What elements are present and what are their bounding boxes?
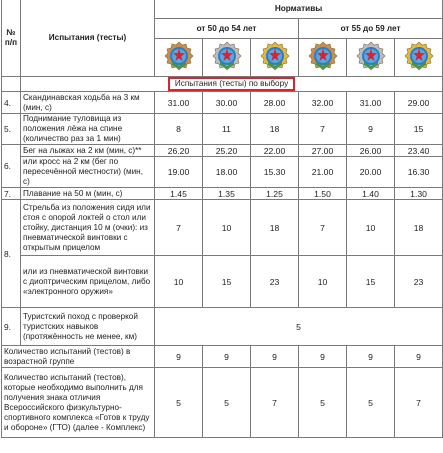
- row-description: Поднимание туловища из положения лёжа на спине (количество раз за 1 мин): [21, 114, 155, 145]
- row-description: Плавание на 50 м (мин, с): [21, 188, 155, 200]
- section-spacer-cell: [2, 77, 21, 92]
- norm-value: 10: [347, 200, 395, 256]
- table-row: [2, 200, 443, 256]
- norm-value: 15: [395, 114, 443, 145]
- norm-value: 11: [203, 114, 251, 145]
- row-description: Бег на лыжах на 2 км (мин, с)**: [21, 145, 155, 157]
- badge-cell: [203, 39, 251, 77]
- norm-value: 9: [251, 346, 299, 368]
- gto-norms-table: [1, 0, 443, 438]
- norm-value: 7: [251, 368, 299, 438]
- norm-value: 25.20: [203, 145, 251, 157]
- bronze-gto-badge-icon: [308, 41, 338, 74]
- badge-cell: [299, 39, 347, 77]
- header-tests: Испытания (тесты): [21, 0, 155, 77]
- norm-value: 15: [347, 256, 395, 308]
- row-number: 4.: [2, 92, 21, 114]
- row-description: Количество испытаний (тестов), которые необходимо выполнить для получения знака отличия Всероссийского физкультурно-спортивного комплекса «Готов к труду и обороне» (ГТО) (далее - Комплекс): [2, 368, 155, 438]
- table-row: [2, 346, 443, 368]
- norm-value: 26.00: [347, 145, 395, 157]
- norm-value: 18: [251, 114, 299, 145]
- norm-value: 7: [299, 200, 347, 256]
- table-row: [2, 188, 443, 200]
- norm-value: 18: [395, 200, 443, 256]
- badge-cell: [155, 39, 203, 77]
- row-description: или кросс на 2 км (бег по пересечённой местности) (мин, с): [21, 157, 155, 188]
- norm-value: 23: [251, 256, 299, 308]
- row-description: или из пневматической винтовки с диоптрическим прицелом, либо «электронного оружия»: [21, 256, 155, 308]
- norm-value: 9: [155, 346, 203, 368]
- badge-cell: [395, 39, 443, 77]
- row-number: 8.: [2, 200, 21, 308]
- norm-value: 7: [299, 114, 347, 145]
- norm-value: 9: [347, 346, 395, 368]
- norm-value: 21.00: [299, 157, 347, 188]
- norm-value: 19.00: [155, 157, 203, 188]
- norm-value: 1.35: [203, 188, 251, 200]
- norm-value: 9: [203, 346, 251, 368]
- merged-value: 5: [155, 308, 443, 346]
- norm-value: 20.00: [347, 157, 395, 188]
- norm-value: 5: [347, 368, 395, 438]
- table-row: [2, 308, 443, 346]
- row-number: 6.: [2, 145, 21, 188]
- norm-value: 8: [155, 114, 203, 145]
- header-age-group-50-54: от 50 до 54 лет: [155, 19, 299, 39]
- row-number: 5.: [2, 114, 21, 145]
- section-cell: [21, 77, 443, 92]
- row-description: Скандинавская ходьба на 3 км (мин, с): [21, 92, 155, 114]
- header-number-sign: №: [6, 27, 16, 37]
- row-description: Туристский поход с проверкой туристских навыков (протяжённость не менее, км): [21, 308, 155, 346]
- norm-value: 1.50: [299, 188, 347, 200]
- section-optional-tests-label: Испытания (тесты) по выбору: [168, 77, 295, 91]
- badge-cell: [347, 39, 395, 77]
- gold-gto-badge-icon: [404, 41, 434, 74]
- norm-value: 18: [251, 200, 299, 256]
- norm-value: 15.30: [251, 157, 299, 188]
- table-row: [2, 256, 443, 308]
- norm-value: 5: [155, 368, 203, 438]
- norm-value: 22.00: [251, 145, 299, 157]
- norm-value: 16.30: [395, 157, 443, 188]
- norm-value: 10: [155, 256, 203, 308]
- gold-gto-badge-icon: [260, 41, 290, 74]
- norm-value: 28.00: [251, 92, 299, 114]
- norm-value: 15: [203, 256, 251, 308]
- table-row: [2, 92, 443, 114]
- norm-value: 10: [203, 200, 251, 256]
- norm-value: 23.40: [395, 145, 443, 157]
- norm-value: 9: [299, 346, 347, 368]
- header-age-group-55-59: от 55 до 59 лет: [299, 19, 443, 39]
- bronze-gto-badge-icon: [164, 41, 194, 74]
- norm-value: 32.00: [299, 92, 347, 114]
- header-number: [2, 0, 21, 77]
- table-row: [2, 368, 443, 438]
- norm-value: 10: [299, 256, 347, 308]
- row-description: Количество испытаний (тестов) в возрастной группе: [2, 346, 155, 368]
- norm-value: 1.45: [155, 188, 203, 200]
- norm-value: 1.30: [395, 188, 443, 200]
- norm-value: 27.00: [299, 145, 347, 157]
- norm-value: 9: [347, 114, 395, 145]
- norm-value: 5: [299, 368, 347, 438]
- norm-value: 5: [203, 368, 251, 438]
- norm-value: 31.00: [155, 92, 203, 114]
- norm-value: 9: [395, 346, 443, 368]
- table-row: [2, 157, 443, 188]
- silver-gto-badge-icon: [356, 41, 386, 74]
- row-description: Стрельба из положения сидя или стоя с опорой локтей о стол или стойку, дистанция 10 м (очки): из пневматической винтовки с открытым прицелом: [21, 200, 155, 256]
- norm-value: 7: [395, 368, 443, 438]
- norm-value: 23: [395, 256, 443, 308]
- table-row: [2, 145, 443, 157]
- header-norms: Нормативы: [155, 0, 443, 19]
- norm-value: 1.40: [347, 188, 395, 200]
- table-row: [2, 114, 443, 145]
- norm-value: 30.00: [203, 92, 251, 114]
- norm-value: 18.00: [203, 157, 251, 188]
- norm-value: 26.20: [155, 145, 203, 157]
- row-number: 9.: [2, 308, 21, 346]
- norm-value: 29.00: [395, 92, 443, 114]
- badge-cell: [251, 39, 299, 77]
- norm-value: 1.25: [251, 188, 299, 200]
- silver-gto-badge-icon: [212, 41, 242, 74]
- norm-value: 31.00: [347, 92, 395, 114]
- norm-value: 7: [155, 200, 203, 256]
- header-number-abbr: п/п: [4, 37, 18, 47]
- row-number: 7.: [2, 188, 21, 200]
